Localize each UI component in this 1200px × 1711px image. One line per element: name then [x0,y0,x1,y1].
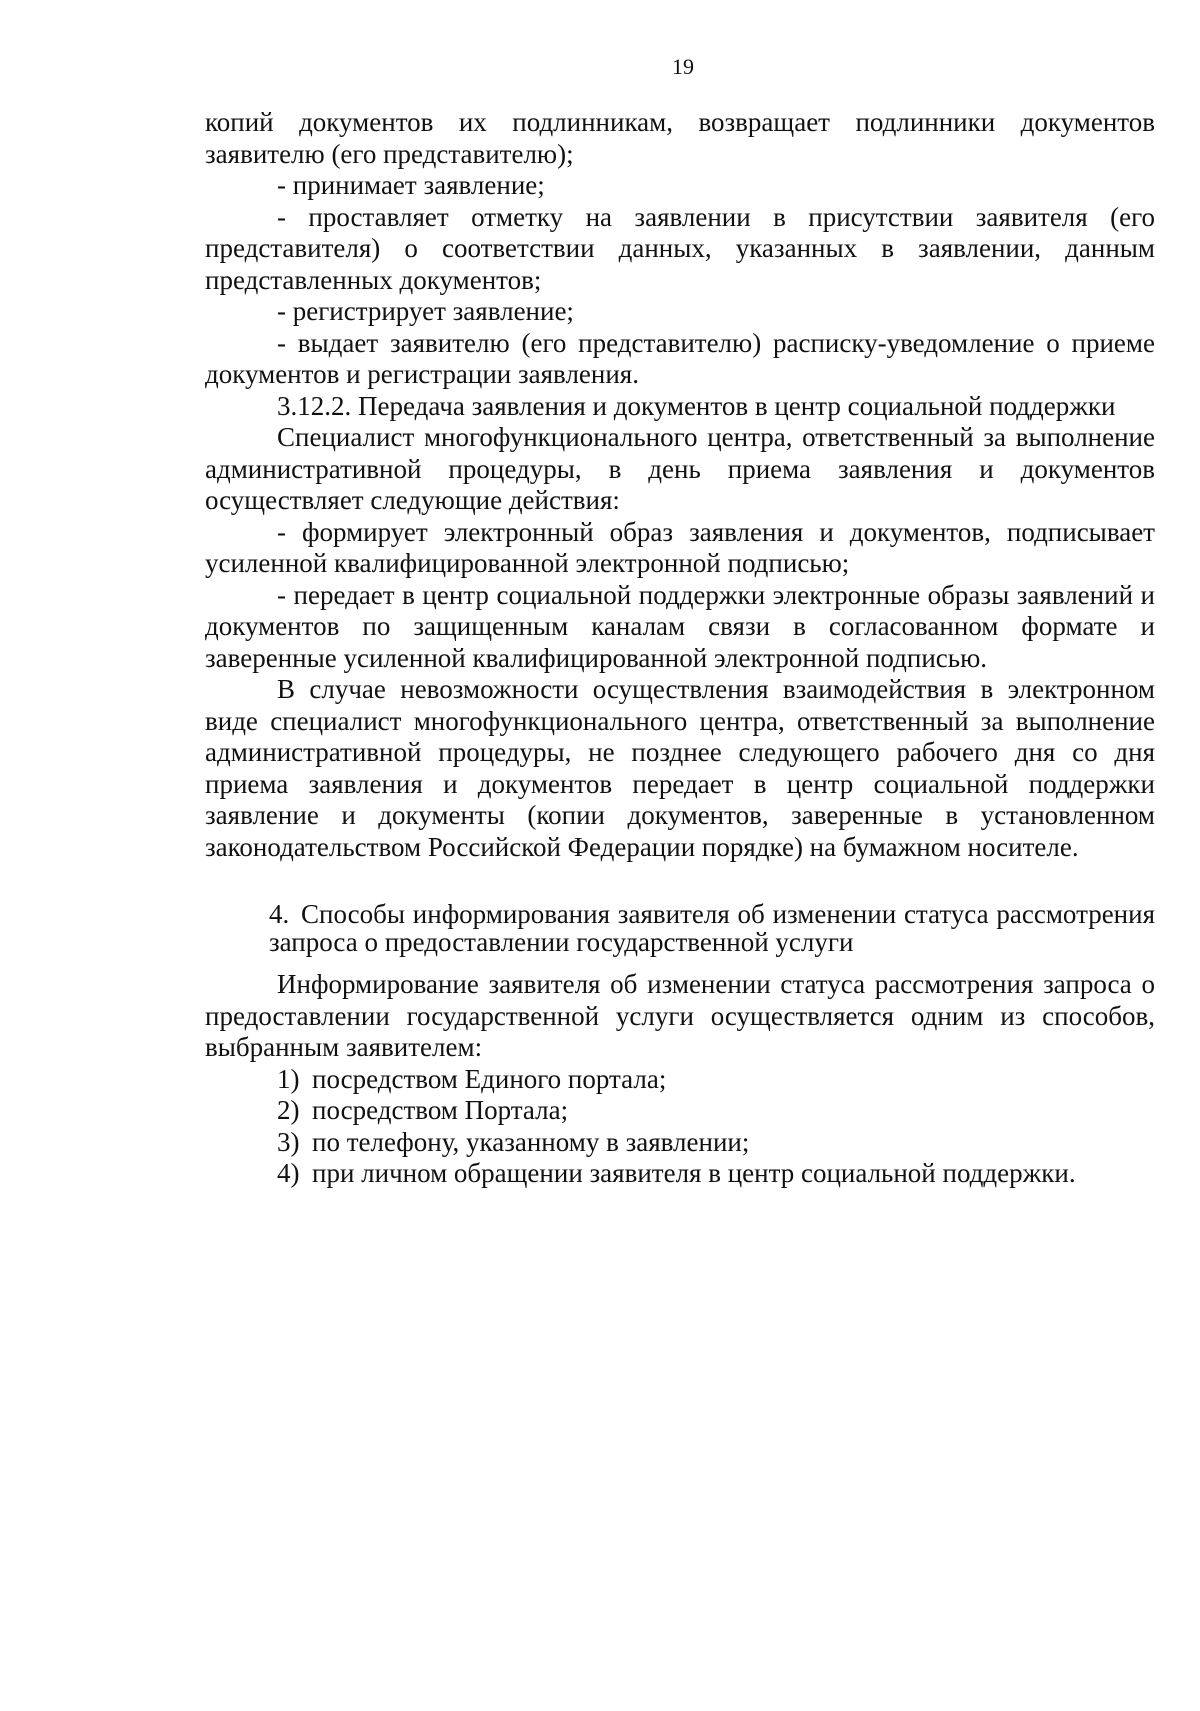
section-intro: Информирование заявителя об изменении статуса рассмотрения запроса о предоставлении государственной услуги осуществляется одним из способов, выбранным заявителем: [205,969,1155,1062]
section-title: Способы информирования заявителя об изменении статуса рассмотрения запроса о предоставлении государственной услуги [269,899,1155,957]
section-number: 4. [269,899,290,929]
paragraph: Специалист многофункционального центра, ответственный за выполнение административной процедуры, в день приема заявления и документов осуществляет следующие действия: [205,422,1155,515]
document-body [205,107,1155,1190]
paragraph: В случае невозможности осуществления взаимодействия в электронном виде специалист многофункционального центра, ответственный за выполнение административной процедуры, не позднее следующего рабочего дня со дня приема заявления и документов передает в центр социальной поддержки заявление и документы (копии документов, заверенные в установленном законодательством Российской Федерации порядке) на бумажном носителе. [205,674,1155,862]
list-marker: 1) [277,1063,300,1094]
list-item-text: по телефону, указанному в заявлении; [312,1126,750,1157]
section-heading [205,900,1155,956]
list-item [205,1127,1155,1159]
list-marker: 4) [277,1158,300,1188]
page-number: 19 [672,54,694,79]
paragraph: - выдает заявителю (его представителю) расписку-уведомление о приеме документов и регистрации заявления. [205,327,1155,389]
paragraph: - проставляет отметку на заявлении в присутствии заявителя (его представителя) о соответствии данных, указанных в заявлении, данным представленных документов; [205,201,1155,295]
paragraph: - регистрирует заявление; [277,296,574,326]
subsection-heading: 3.12.2. Передача заявления и документов в центр социальной поддержки [277,390,1116,421]
paragraph: - принимает заявление; [277,170,545,200]
paragraph: копий документов их подлинникам, возвращает подлинники документов заявителю (его представителю); [205,107,1155,169]
list-item-text: посредством Портала; [312,1095,569,1125]
list-item-text: при личном обращении заявителя в центр социальной поддержки. [312,1158,1076,1188]
list-marker: 3) [277,1126,300,1157]
list-item-text: посредством Единого портала; [312,1063,667,1094]
list-marker: 2) [277,1095,300,1125]
paragraph: - передает в центр социальной поддержки электронные образы заявлений и документов по защищенным каналам связи в согласованном формате и заверенные усиленной квалифицированной электронной подписью. [205,579,1155,673]
paragraph: - формирует электронный образ заявления и документов, подписывает усиленной квалифицированной электронной подписью; [205,516,1155,578]
methods-list [205,1064,1155,1190]
list-item [205,1158,1155,1190]
list-item [205,1064,1155,1096]
list-item [205,1095,1155,1127]
